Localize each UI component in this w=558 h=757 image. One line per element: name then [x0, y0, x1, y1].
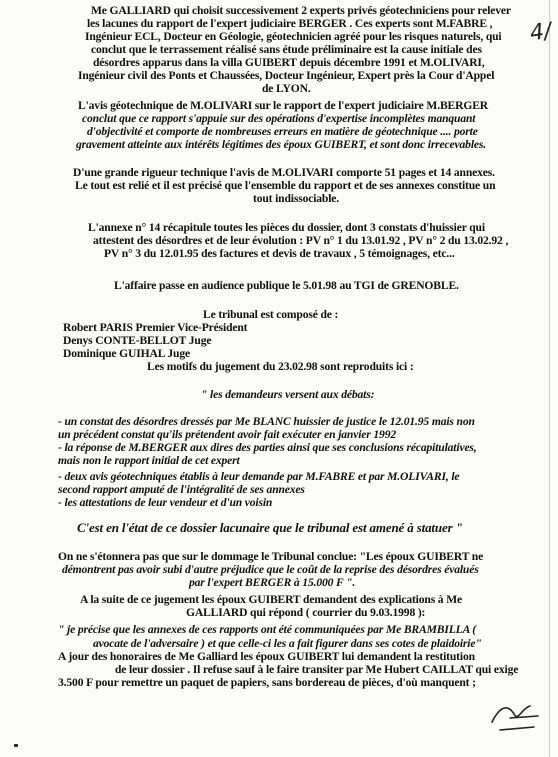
- text-line: L'avis géotechnique de M.OLIVARI sur le rapport de l'expert judiciaire M.BERGER: [78, 99, 489, 112]
- text-line: C'est en l'état de ce dossier lacunaire que le tribunal est amené à statuer ": [77, 520, 463, 535]
- text-line: par l'expert BERGER à 15.000 F ".: [189, 576, 356, 589]
- text-line: PV n° 3 du 12.01.95 des factures et devis de travaux , 5 témoignages, etc...: [104, 247, 455, 260]
- text-line: " les demandeurs versent aux débats:: [201, 388, 375, 401]
- text-line: tout indissociable.: [253, 192, 340, 205]
- text-line: Le tribunal est composé de :: [203, 308, 339, 321]
- text-line: Denys CONTE-BELLOT Juge: [63, 334, 212, 347]
- text-line: L'affaire passe en audience publique le 5.01.98 au TGI de GRENOBLE.: [114, 279, 459, 292]
- text-line: - les attestations de leur vendeur et d'un voisin: [58, 496, 273, 509]
- text-line: Le tout est relié et il est précisé que l'ensemble du rapport et de ses annexes constitue un: [75, 179, 496, 192]
- scan-speck: [14, 744, 18, 747]
- text-line: démontrent pas avoir subi d'autre préjudice que le coût de la reprise des désordres évalués: [62, 563, 479, 576]
- text-line: - la réponse de M.BERGER aux dires des parties ainsi que ses conclusions récapitulatives,: [58, 441, 477, 454]
- text-line: A la suite de ce jugement les époux GUIBERT demandent des explications à Me: [80, 593, 462, 606]
- text-line: - un constat des désordres dressés par Me BLANC huissier de justice le 12.01.95 mais non: [58, 415, 475, 428]
- text-line: A jour des honoraires de Me Galliard les époux GUIBERT lui demandent la restitution: [58, 650, 475, 663]
- text-line: désordres apparus dans la villa GUIBERT depuis décembre 1991 et M.OLIVARI,: [93, 56, 485, 69]
- text-line: Robert PARIS Premier Vice-Président: [63, 321, 248, 334]
- text-line: mais non le rapport initial de cet expert: [58, 454, 240, 467]
- scan-edge: [549, 0, 550, 757]
- text-line: 3.500 F pour remettre un paquet de papiers, sans bordereau de pièces, d'où manquent ;: [58, 676, 476, 689]
- text-line: Me GALLIARD qui choisit successivement 2 experts privés géotechniciens pour relever: [91, 4, 511, 17]
- text-line: gravement atteinte aux intérêts légitimes des époux GUIBERT, et sont donc irrecevables.: [76, 138, 486, 151]
- text-line: de leur dossier . Il refuse sauf à le faire transiter par Me Hubert CAILLAT qui exige: [115, 663, 519, 676]
- text-line: Dominique GUIHAL Juge: [63, 347, 190, 360]
- text-line: L'annexe n° 14 récapitule toutes les pièces du dossier, dont 3 constats d'huissier qui: [88, 221, 485, 234]
- text-line: D'une grande rigueur technique l'avis de M.OLIVARI comporte 51 pages et 14 annexes.: [73, 166, 495, 179]
- text-line: Ingénieur ECL, Docteur en Géologie, géotechnicien agréé pour les risques naturels, qui: [85, 30, 502, 43]
- text-line: Les motifs du jugement du 23.02.98 sont reproduits ici :: [147, 360, 414, 373]
- text-line: Ingénieur civil des Ponts et Chaussées, Docteur Ingénieur, Expert près la Cour d'Appel: [78, 69, 495, 82]
- text-line: un précédent constat qu'ils prétendent avoir fait exécuter en janvier 1992: [58, 428, 396, 441]
- signature-initials: [488, 700, 544, 734]
- text-line: second rapport amputé de l'intégralité de ses annexes: [58, 483, 305, 496]
- text-line: GALLIARD qui répond ( courrier du 9.03.1998 ):: [186, 606, 426, 619]
- text-line: les lacunes du rapport de l'expert judiciaire BERGER . Ces experts sont M.FABRE ,: [87, 17, 493, 30]
- text-line: conclut que ce rapport s'appuie sur des opérations d'expertise incomplètes manquant: [82, 112, 476, 125]
- text-line: avocate de l'adversaire ) et que celle-ci les a fait figurer dans ses cotes de plaidoirie": [93, 637, 482, 650]
- text-line: conclut que le terrassement réalisé sans étude préliminaire est la cause initiale des: [91, 43, 482, 56]
- text-line: attestent des désordres et de leur évolution : PV n° 1 du 13.01.92 , PV n° 2 du 13.02.92 ,: [93, 234, 509, 247]
- text-line: d'objectivité et comporte de nombreuses erreurs en matière de géotechnique .... porte: [87, 125, 478, 138]
- text-line: On ne s'étonnera pas que sur le dommage le Tribunal conclue: "Les époux GUIBERT ne: [58, 550, 484, 563]
- text-line: " je précise que les annexes de ces rapports ont été communiquées par Me BRAMBILLA (: [58, 623, 476, 636]
- text-line: - deux avis géotechniques établis à leur demande par M.FABRE et par M.OLIVARI, le: [58, 470, 460, 483]
- text-line: de LYON.: [262, 82, 311, 95]
- margin-annotation: 4/: [528, 18, 554, 47]
